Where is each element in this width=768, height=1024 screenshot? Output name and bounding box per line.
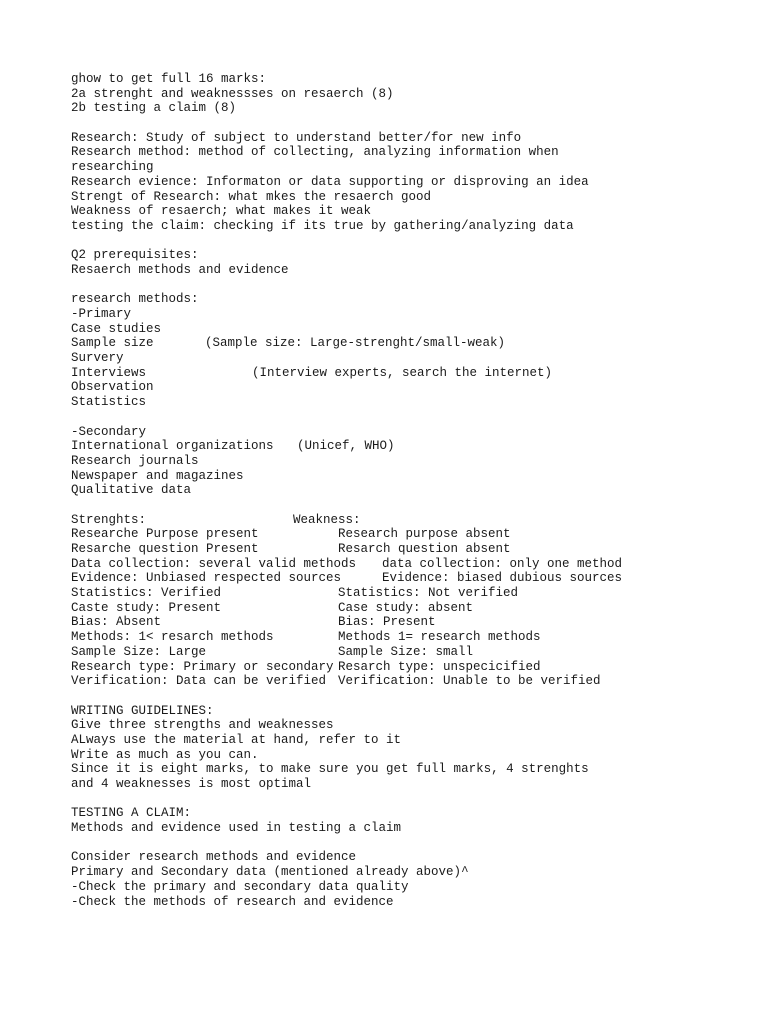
method-item: Statistics <box>71 395 147 410</box>
comparison-row <box>71 660 751 675</box>
method-note: (Unicef, WHO) <box>297 439 395 454</box>
definition-line: researching <box>71 160 154 175</box>
method-row <box>71 366 751 381</box>
comparison-section <box>71 513 751 689</box>
definition-line: Research method: method of collecting, analyzing information when <box>71 145 559 160</box>
consider-line: Consider research methods and evidence <box>71 850 357 865</box>
prerequisite-line: Q2 prerequisites: <box>71 248 199 263</box>
testing-line: TESTING A CLAIM: <box>71 806 192 821</box>
definition-line: Research: Study of subject to understand better/for new info <box>71 130 522 145</box>
comparison-row <box>71 645 751 660</box>
consider-line: -Check the methods of research and evidence <box>71 894 394 909</box>
header-line: 2b testing a claim (8) <box>71 101 237 116</box>
method-item: Qualitative data <box>71 483 192 498</box>
writing-line: and 4 weaknesses is most optimal <box>71 777 312 791</box>
method-item: Survery <box>71 351 124 366</box>
testing-line: Methods and evidence used in testing a claim <box>71 821 402 836</box>
consider-section <box>71 850 751 909</box>
comparison-row <box>71 586 751 601</box>
weakness-cell: Evidence: biased dubious sources <box>382 571 623 586</box>
method-item: Observation <box>71 380 154 395</box>
method-item: Research journals <box>71 453 199 468</box>
methods-section <box>71 292 751 498</box>
consider-line: Primary and Secondary data (mentioned already above)^ <box>71 865 469 880</box>
method-item: Newspaper and magazines <box>71 468 244 483</box>
spacer <box>71 792 751 807</box>
strength-cell: Researche Purpose present <box>71 527 259 542</box>
strength-cell: Resarche question Present <box>71 542 259 556</box>
method-item: International organizations <box>71 439 274 454</box>
writing-guidelines-section <box>71 704 751 792</box>
method-item: Interviews <box>71 365 147 380</box>
writing-line: Since it is eight marks, to make sure you get full marks, 4 strenghts <box>71 762 589 777</box>
method-item: Sample size <box>71 336 154 351</box>
spacer <box>71 689 751 704</box>
weakness-cell: data collection: only one method <box>382 556 623 571</box>
comparison-row <box>71 571 751 586</box>
strength-cell: Statistics: Verified <box>71 586 222 601</box>
comparison-row <box>71 542 751 557</box>
prerequisites-section <box>71 248 751 277</box>
definition-line: Weakness of resaerch; what makes it weak <box>71 204 372 219</box>
method-row <box>71 454 751 469</box>
comparison-row <box>71 527 751 542</box>
weakness-cell: Resarch type: unspecicified <box>338 659 541 674</box>
weakness-cell: Statistics: Not verified <box>338 586 519 601</box>
strength-cell: Research type: Primary or secondary <box>71 659 334 674</box>
methods-title: research methods: <box>71 292 199 307</box>
writing-line: Write as much as you can. <box>71 747 259 762</box>
definition-line: testing the claim: checking if its true by gathering/analyzing data <box>71 218 574 233</box>
document-page <box>71 72 751 909</box>
method-row <box>71 336 751 351</box>
method-row <box>71 380 751 395</box>
definitions-section <box>71 131 751 234</box>
comparison-row <box>71 630 751 645</box>
definition-line: Strengt of Research: what mkes the resaerch good <box>71 189 432 204</box>
weakness-cell: Resarch question absent <box>338 542 511 556</box>
method-row <box>71 322 751 337</box>
writing-line: Give three strengths and weaknesses <box>71 718 334 733</box>
method-row <box>71 395 751 410</box>
strength-cell: Verification: Data can be verified <box>71 674 327 689</box>
spacer <box>71 836 751 851</box>
weakness-cell: Research purpose absent <box>338 527 511 542</box>
comparison-row <box>71 601 751 616</box>
spacer <box>71 234 751 249</box>
weakness-cell: Case study: absent <box>338 600 474 615</box>
method-note: (Interview experts, search the internet) <box>252 365 553 380</box>
strength-cell: Sample Size: Large <box>71 644 207 659</box>
primary-label: -Primary <box>71 307 132 321</box>
secondary-label: -Secondary <box>71 424 147 439</box>
consider-line: -Check the primary and secondary data quality <box>71 879 409 894</box>
spacer <box>71 498 751 513</box>
method-row <box>71 483 751 498</box>
weakness-header: Weakness: <box>293 512 361 527</box>
comparison-header-row <box>71 513 751 528</box>
comparison-row <box>71 674 751 689</box>
weakness-cell: Sample Size: small <box>338 644 474 659</box>
header-line: ghow to get full 16 marks: <box>71 72 267 86</box>
method-note: (Sample size: Large-strenght/small-weak) <box>205 336 506 351</box>
weakness-cell: Bias: Present <box>338 615 436 630</box>
strength-cell: Data collection: several valid methods <box>71 556 357 571</box>
spacer <box>71 410 751 425</box>
strength-cell: Methods: 1< resarch methods <box>71 630 274 645</box>
header-section <box>71 72 751 116</box>
spacer <box>71 116 751 131</box>
method-row <box>71 469 751 484</box>
spacer <box>71 278 751 293</box>
prerequisite-line: Resaerch methods and evidence <box>71 262 289 277</box>
method-item: Case studies <box>71 321 162 336</box>
method-row <box>71 351 751 366</box>
comparison-row <box>71 615 751 630</box>
weakness-cell: Methods 1= research methods <box>338 630 541 645</box>
testing-claim-section <box>71 806 751 835</box>
strengths-header: Strenghts: <box>71 512 147 527</box>
definition-line: Research evience: Informaton or data supporting or disproving an idea <box>71 174 589 189</box>
method-row <box>71 439 751 454</box>
strength-cell: Evidence: Unbiased respected sources <box>71 571 342 586</box>
writing-line: ALways use the material at hand, refer to it <box>71 732 402 747</box>
strength-cell: Bias: Absent <box>71 615 162 630</box>
header-line: 2a strenght and weaknessses on resaerch (8) <box>71 86 394 101</box>
strength-cell: Caste study: Present <box>71 600 222 615</box>
comparison-row <box>71 557 751 572</box>
writing-line: WRITING GUIDELINES: <box>71 703 214 718</box>
weakness-cell: Verification: Unable to be verified <box>338 674 601 689</box>
